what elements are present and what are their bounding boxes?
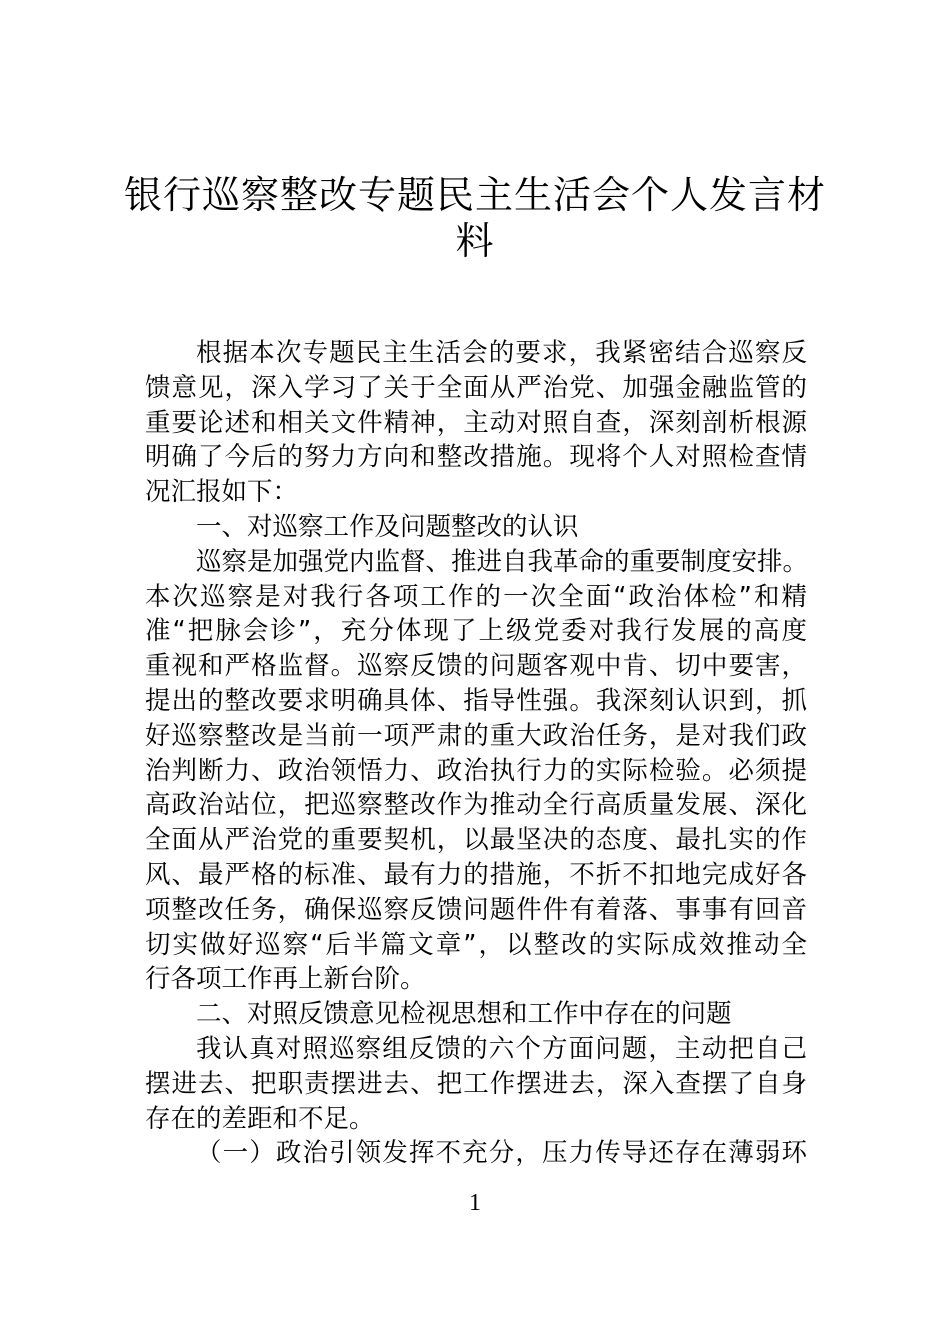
body-text-line: 二、对照反馈意见检视思想和工作中存在的问题	[196, 999, 732, 1030]
body-text-line: 重要论述和相关文件精神，主动对照自查，深刻剖析根源	[145, 407, 807, 438]
body-text-line: （一）政治引领发挥不充分，压力传导还存在薄弱环	[196, 1138, 807, 1169]
page-number: 1	[469, 1190, 481, 1216]
body-text-line: 全面从严治党的重要契机，以最坚决的态度、最扎实的作	[145, 825, 807, 856]
body-text-line: 摆进去、把职责摆进去、把工作摆进去，深入查摆了自身	[145, 1068, 807, 1099]
document-title-continued: 料	[455, 219, 495, 263]
body-text-line: 行各项工作再上新台阶。	[145, 964, 426, 995]
body-text-line: 治判断力、政治领悟力、政治执行力的实际检验。必须提	[145, 755, 807, 786]
document-title: 银行巡察整改专题民主生活会个人发言材	[123, 173, 826, 217]
body-text-line: 存在的差距和不足。	[145, 1103, 375, 1134]
body-text-line: 巡察是加强党内监督、推进自我革命的重要制度安排。	[196, 546, 809, 577]
body-text-line: 准“把脉会诊”，充分体现了上级党委对我行发展的高度	[145, 616, 807, 647]
document-body	[145, 336, 807, 1171]
body-text-line: 一、对巡察工作及问题整改的认识	[196, 511, 579, 542]
body-text-line: 馈意见，深入学习了关于全面从严治党、加强金融监管的	[145, 372, 807, 403]
body-text-line: 本次巡察是对我行各项工作的一次全面“政治体检”和精	[145, 581, 807, 612]
body-text-line: 况汇报如下：	[145, 477, 299, 508]
body-text-line: 高政治站位，把巡察整改作为推动全行高质量发展、深化	[145, 790, 807, 821]
body-text-line: 好巡察整改是当前一项严肃的重大政治任务，是对我们政	[145, 720, 807, 751]
body-text-line: 根据本次专题民主生活会的要求，我紧密结合巡察反	[196, 338, 807, 368]
body-text-line: 项整改任务，确保巡察反馈问题件件有着落、事事有回音	[145, 894, 807, 925]
body-text-line: 明确了今后的努力方向和整改措施。现将个人对照检查情	[145, 442, 807, 473]
body-text-line: 我认真对照巡察组反馈的六个方面问题，主动把自己	[196, 1033, 807, 1064]
body-text-line: 切实做好巡察“后半篇文章”，以整改的实际成效推动全	[145, 929, 807, 960]
body-text-line: 风、最严格的标准、最有力的措施，不折不扣地完成好各	[145, 859, 807, 890]
body-text-line: 重视和严格监督。巡察反馈的问题客观中肯、切中要害，	[145, 651, 807, 682]
body-text-line: 提出的整改要求明确具体、指导性强。我深刻认识到，抓	[145, 685, 807, 716]
